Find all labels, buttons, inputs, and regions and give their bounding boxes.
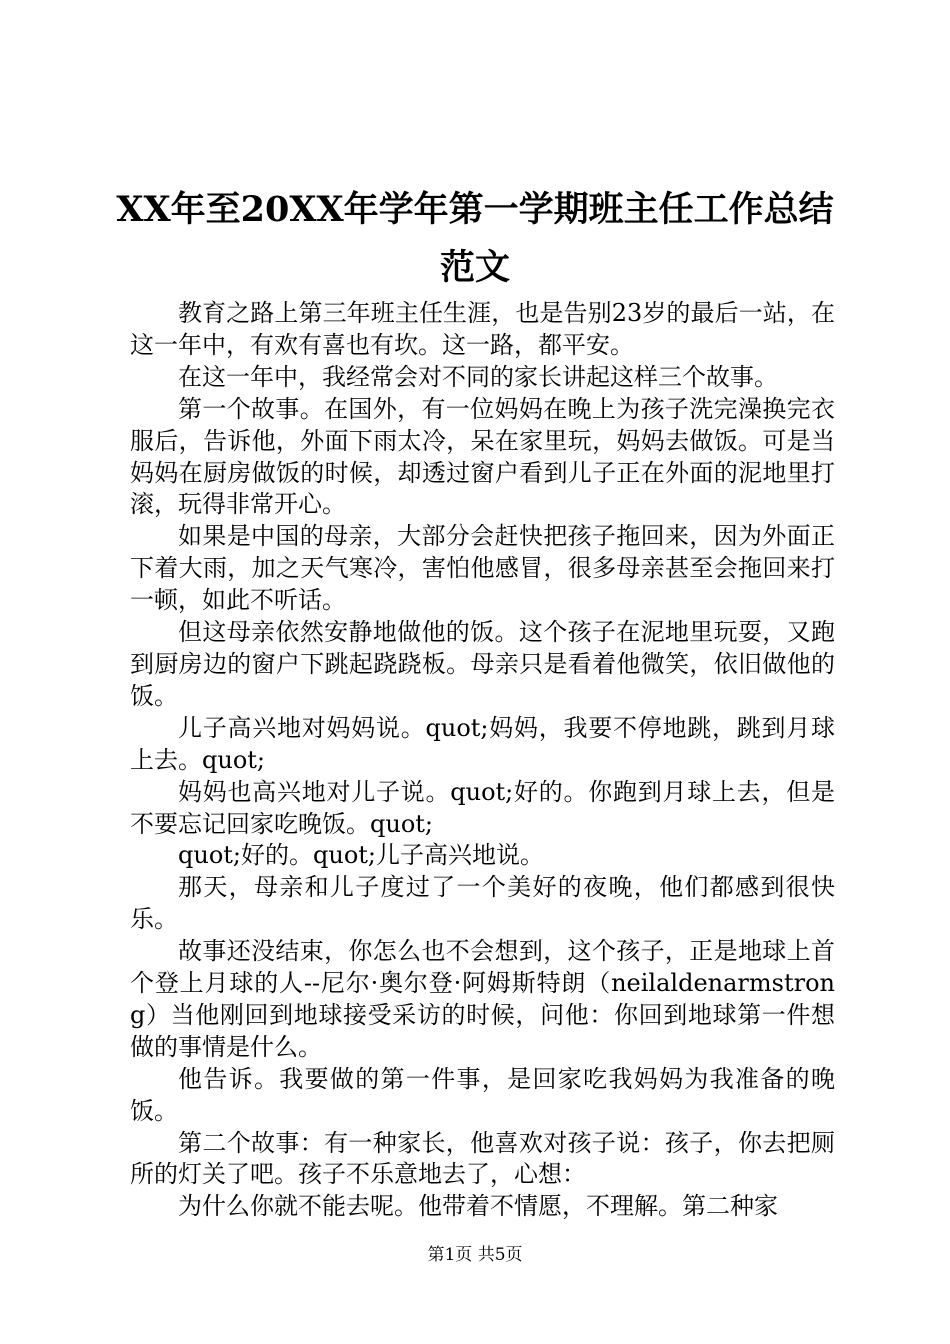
- paragraph: 他告诉。我要做的第一件事，是回家吃我妈妈为我准备的晚饭。: [130, 1064, 835, 1125]
- paragraph: 在这一年中，我经常会对不同的家长讲起这样三个故事。: [178, 362, 778, 391]
- paragraph: 儿子高兴地对妈妈说。quot;妈妈，我要不停地跳，跳到月球上去。quot;: [130, 713, 835, 774]
- page-number-footer: 第1页 共5页: [427, 1245, 523, 1265]
- paragraph: 教育之路上第三年班主任生涯，也是告别23岁的最后一站，在这一年中，有欢有喜也有坎。这一路，都平安。: [130, 299, 835, 359]
- document-title-line-2: 范文: [439, 247, 510, 288]
- document-title-line-1: XX年至20XX年学年第一学期班主任工作总结: [116, 189, 834, 230]
- paragraph: 为什么你就不能去呢。他带着不情愿，不理解。第二种家: [178, 1192, 778, 1221]
- document-body: [130, 298, 835, 1223]
- paragraph: 第一个故事。在国外，有一位妈妈在晚上为孩子洗完澡换完衣服后，告诉他，外面下雨太冷，呆在家里玩，妈妈去做饭。可是当妈妈在厨房做饭的时候，却透过窗户看到儿子正在外面的泥地里打滚，玩得非常开心。: [130, 394, 835, 519]
- paragraph: quot;好的。quot;儿子高兴地说。: [178, 841, 544, 870]
- paragraph: 那天，母亲和儿子度过了一个美好的夜晚，他们都感到很快乐。: [130, 873, 835, 934]
- paragraph: 但这母亲依然安静地做他的饭。这个孩子在泥地里玩耍，又跑到厨房边的窗户下跳起跷跷板。母亲只是看着他微笑，依旧做他的饭。: [130, 618, 835, 710]
- paragraph: 第二个故事：有一种家长，他喜欢对孩子说：孩子，你去把厕所的灯关了吧。孩子不乐意地去了，心想：: [130, 1128, 835, 1189]
- paragraph: 如果是中国的母亲，大部分会赶快把孩子拖回来，因为外面正下着大雨，加之天气寒冷，害怕他感冒，很多母亲甚至会拖回来打一顿，如此不听话。: [130, 522, 835, 615]
- paragraph: 故事还没结束，你怎么也不会想到，这个孩子，正是地球上首个登上月球的人--尼尔·奥尔登·阿姆斯特朗（neilaldenarmstrong）当他刚回到地球接受采访的时候，问他：你回到地球第一件想做的事情是什么。: [130, 937, 835, 1061]
- paragraph: 妈妈也高兴地对儿子说。quot;好的。你跑到月球上去，但是不要忘记回家吃晚饭。quot;: [130, 777, 835, 838]
